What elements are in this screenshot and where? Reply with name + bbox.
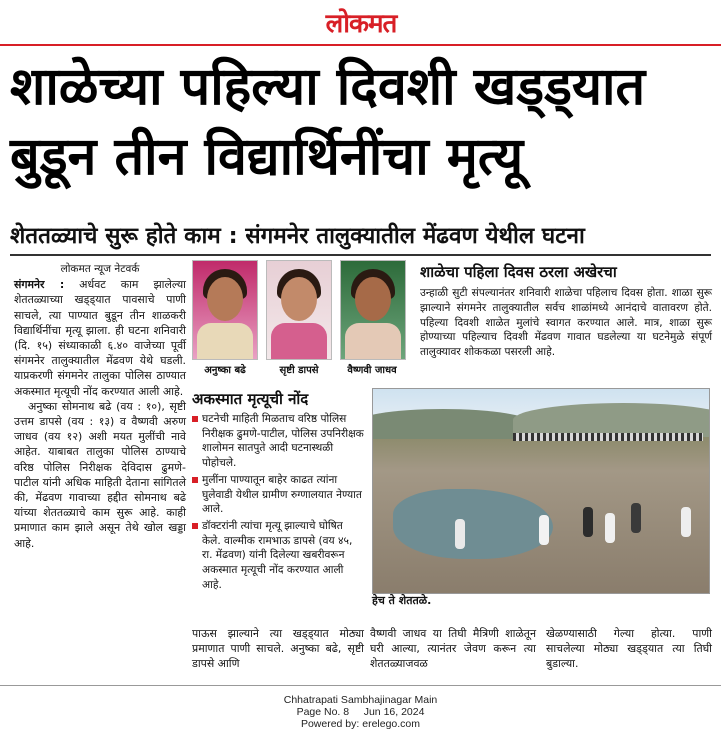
byline: लोकमत न्यूज नेटवर्क xyxy=(60,263,140,275)
page-footer xyxy=(0,694,721,730)
story-continuation-3: खेळण्यासाठी गेल्या होत्या. पाणी साचलेल्या मोठ्या खड्ड्यात त्या तिघी बुडाल्या. xyxy=(546,627,712,671)
police-note-item: मुलींना पाण्यातून बाहेर काढत त्यांना घुलेवाडी येथील ग्रामीण रुग्णालयात नेण्यात आले. xyxy=(192,473,364,517)
photo-person xyxy=(583,507,593,537)
photo-shirt xyxy=(271,323,327,360)
headline-line-2: बुडून तीन विद्यार्थिनींचा मृत्यू xyxy=(10,127,524,187)
photo-person xyxy=(605,513,615,543)
subhead-rule xyxy=(10,254,711,256)
photo-caption-2: सृष्टी डापसे xyxy=(279,365,319,376)
masthead-rule xyxy=(0,44,721,46)
footer-rule xyxy=(0,685,721,686)
photo-caption-1: अनुष्का बढे xyxy=(204,365,246,376)
photo-hill xyxy=(372,409,533,439)
police-note-list xyxy=(192,412,364,592)
story-paragraph-2: अनुष्का सोमनाथ बढे (वय : १०), सृष्टी उत्तम डापसे (वय : १३) व वैष्णवी अरुण जाधव (वय १२) अशी मयत मुलींची नावे आहेत. याबाबत तालुका पोलिस ठाण्याचे वरिष्ठ पोलिस निरीक्षक देविदास ढुमणे-पाटील यांनी अधिक माहिती देताना सांगितले की, मेंढवण गावाच्या हद्दीत सोमनाथ बढे यांच्या शेततळ्याचे काम सुरू आहे. काही प्रमाणात काम झाले असून तेथे खोल खड्डा आहे. xyxy=(14,399,186,550)
photo-face xyxy=(355,277,391,321)
headline xyxy=(10,52,715,192)
photo-face xyxy=(207,277,243,321)
story-column-1 xyxy=(14,262,186,551)
victim-photo-2 xyxy=(266,260,332,360)
photo-person xyxy=(681,507,691,537)
photo-caption: हेच ते शेततळे. xyxy=(372,594,432,607)
powered-by-link[interactable]: Powered by: erelego.com xyxy=(300,718,421,730)
police-note-heading: अकस्मात मृत्यूची नोंद xyxy=(192,390,309,408)
story-paragraph-1 xyxy=(14,277,186,399)
photo-shirt xyxy=(345,323,401,360)
sidebar-story-heading: शाळेचा पहिला दिवस ठरला अखेरचा xyxy=(420,263,617,281)
newspaper-logo[interactable]: लोकमत xyxy=(325,9,397,39)
farm-pond-photo xyxy=(372,388,710,594)
photo-person xyxy=(631,503,641,533)
photo-person xyxy=(539,515,549,545)
photo-caption-3: वैष्णवी जाधव xyxy=(347,365,397,376)
victim-photo-3 xyxy=(340,260,406,360)
page-info xyxy=(0,706,721,718)
page-number: Page No. 8 xyxy=(296,706,350,718)
victim-photo-1 xyxy=(192,260,258,360)
dateline: संगमनेर : xyxy=(14,278,65,292)
police-note-item: घटनेची माहिती मिळताच वरिष्ठ पोलिस निरीक्षक ढुमणे-पाटील, पोलिस उपनिरीक्षक शालोमन सातपुते आदी घटनास्थळी पोहोचले. xyxy=(192,412,364,471)
story-continuation-2: वैष्णवी जाधव या तिघी मैत्रिणी शाळेतून घरी आल्या, त्यानंतर जेवण करून त्या शेततळ्याजवळ xyxy=(370,627,536,671)
photo-hill xyxy=(513,403,710,437)
issue-date: Jun 16, 2024 xyxy=(363,706,425,718)
headline-line-1: शाळेच्या पहिल्या दिवशी खड्ड्यात xyxy=(10,57,646,117)
photo-pond xyxy=(393,489,553,559)
photo-face xyxy=(281,277,317,321)
photo-shirt xyxy=(197,323,253,360)
sidebar-story-body: उन्हाळी सुटी संपल्यानंतर शनिवारी शाळेचा पहिलाच दिवस होता. शाळा सुरू झाल्याने संगमनेर तालुक्यातील सर्वच शाळांमध्ये आनंदाचे वातावरण होते. पहिल्या दिवशी शाळेत मुलांचे स्वागत करण्यात आले. मात्र, शाळा सुरू होण्याच्या पहिल्याच दिवशी मेंढवण गावात घडलेल्या या घटनेमुळे संपूर्ण तालुक्यावर शोककळा पसरली आहे. xyxy=(420,287,712,359)
story-continuation-1: पाऊस झाल्याने त्या खड्ड्यात मोठ्या प्रमाणात पाणी साचले. अनुष्का बढे, सृष्टी डापसे आणि xyxy=(192,627,364,671)
photo-person xyxy=(455,519,465,549)
paragraph-1-text: अर्धवट काम झालेल्या शेततळ्याच्या खड्ड्यात पावसाचे पाणी साचले, त्या पाण्यात बुडून तीन शाळकरी विद्यार्थिनींचा मृत्यू झाला. ही घटना शनिवारी (दि. १५) संध्याकाळी ६.४० वाजेच्या पूर्वी संगमनेर तालुक्यातील मेंढवण येथे घडली. याप्रकरणी संगमनेर तालुका पोलिस ठाण्यात अकस्मात मृत्यूची नोंद करण्यात आली आहे. xyxy=(14,278,186,398)
subheadline: शेततळ्याचे सुरू होते काम : संगमनेर तालुक्यातील मेंढवण येथील घटना xyxy=(10,223,585,249)
police-note-box xyxy=(192,388,364,620)
photo-crowd xyxy=(513,433,703,441)
police-note-item: डॉक्टरांनी त्यांचा मृत्यू झाल्याचे घोषित केले. वाल्मीक रामभाऊ डापसे (वय ४५, रा. मेंढवण) यांनी दिलेल्या खबरीवरून अकस्मात मृत्यूची नोंद करण्यात आली आहे. xyxy=(192,519,364,593)
edition-name: Chhatrapati Sambhajinagar Main xyxy=(283,694,438,706)
